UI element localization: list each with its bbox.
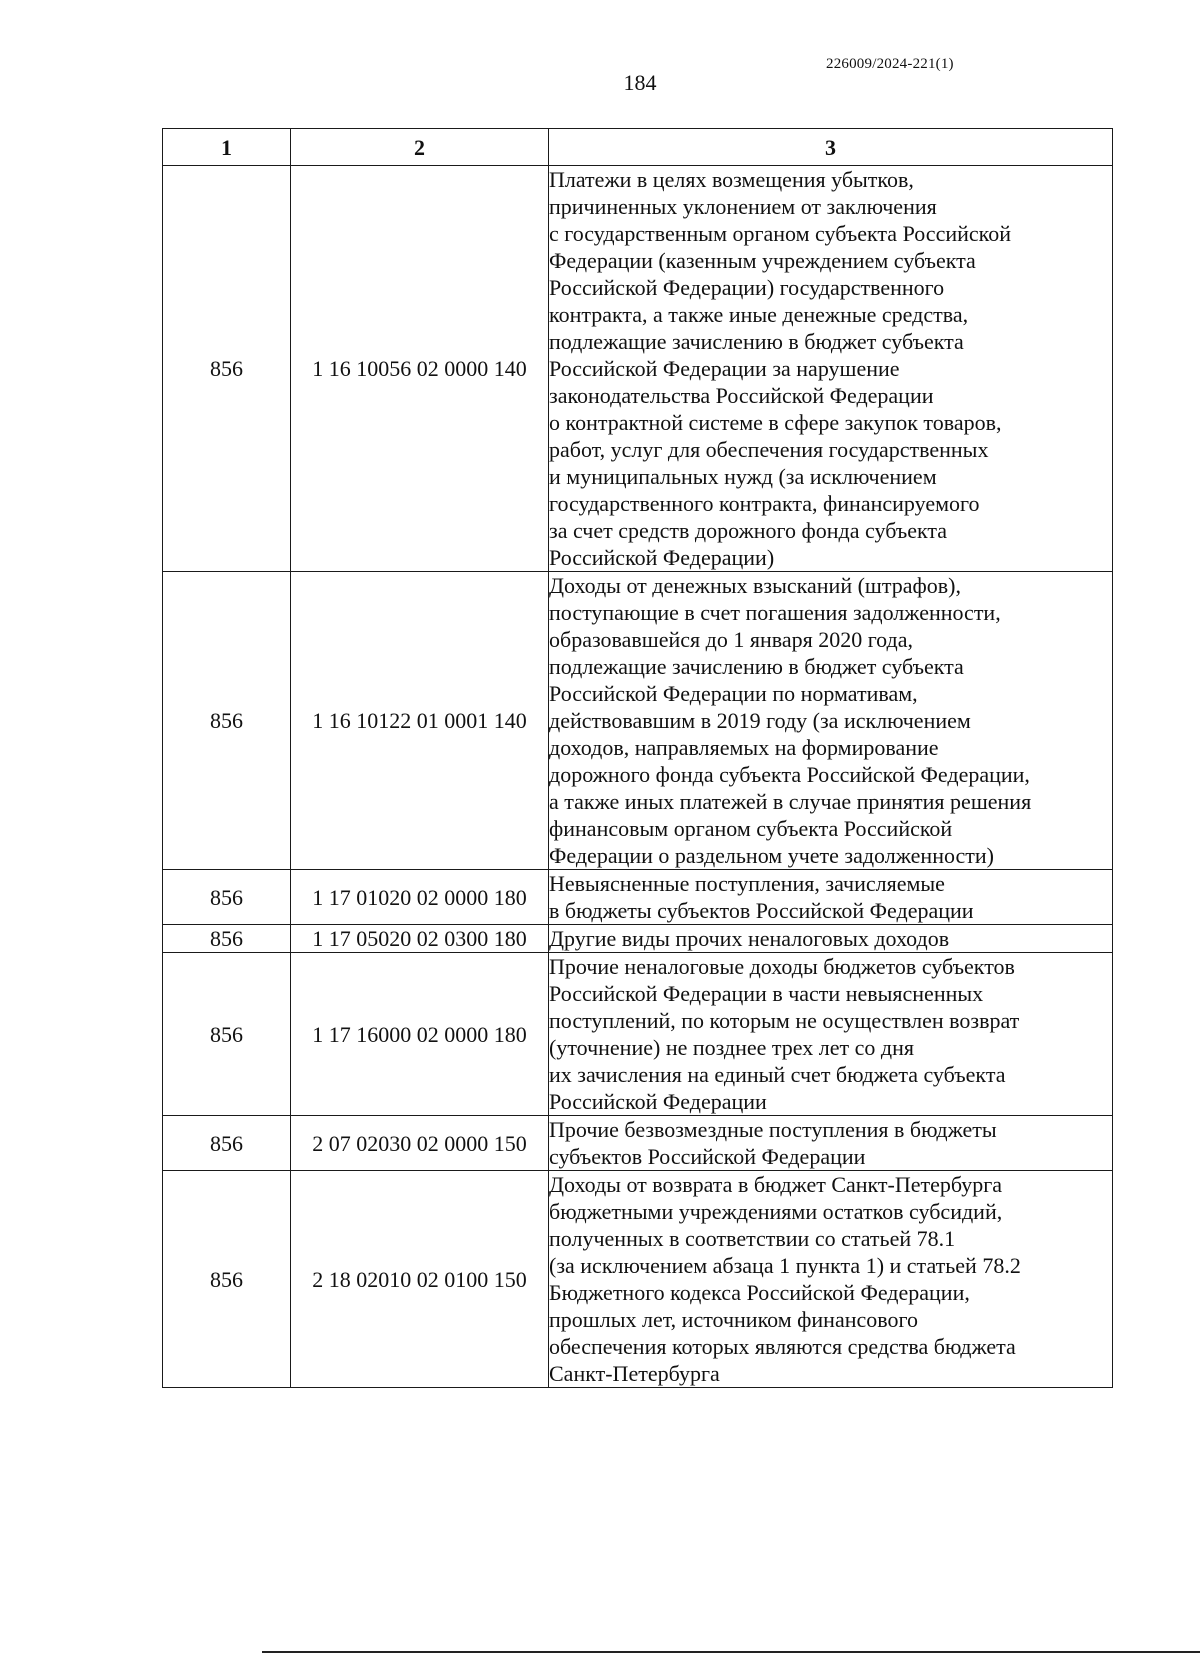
description-line: прошлых лет, источником финансового [549, 1307, 918, 1332]
description-line: Санкт-Петербурга [549, 1361, 720, 1386]
description-line: Другие виды прочих неналоговых доходов [549, 926, 950, 951]
column-header-2: 2 [291, 129, 549, 166]
table-header-row [163, 129, 1113, 166]
description-line: о контрактной системе в сфере закупок товаров, [549, 410, 1002, 435]
description-cell [549, 953, 1113, 1116]
description-line: Платежи в целях возмещения убытков, [549, 167, 914, 192]
description-line: (за исключением абзаца 1 пункта 1) и статьей 78.2 [549, 1253, 1021, 1278]
document-code: 226009/2024-221(1) [826, 56, 954, 72]
description-cell [549, 925, 1113, 953]
description-line: Прочие безвозмездные поступления в бюджеты [549, 1117, 997, 1142]
table-row [163, 953, 1113, 1116]
description-line: Российской Федерации в части невыясненных [549, 981, 984, 1006]
description-line: Доходы от возврата в бюджет Санкт-Петербурга [549, 1172, 1003, 1197]
scan-bottom-edge [262, 1651, 1200, 1653]
description-line: Российской Федерации [549, 1089, 767, 1114]
admin-code-cell: 856 [163, 166, 291, 572]
table-row [163, 1171, 1113, 1388]
revenue-code-cell: 2 07 02030 02 0000 150 [291, 1116, 549, 1171]
revenue-code-cell: 1 16 10122 01 0001 140 [291, 572, 549, 870]
table-row [163, 572, 1113, 870]
description-line: и муниципальных нужд (за исключением [549, 464, 937, 489]
description-line: за счет средств дорожного фонда субъекта [549, 518, 948, 543]
description-cell [549, 870, 1113, 925]
admin-code-cell: 856 [163, 953, 291, 1116]
revenue-code-cell: 1 17 01020 02 0000 180 [291, 870, 549, 925]
column-header-1: 1 [163, 129, 291, 166]
description-line: Доходы от денежных взысканий (штрафов), [549, 573, 961, 598]
description-line: Прочие неналоговые доходы бюджетов субъектов [549, 954, 1015, 979]
table-row [163, 925, 1113, 953]
description-line: бюджетными учреждениями остатков субсидий, [549, 1199, 1003, 1224]
description-line: государственного контракта, финансируемого [549, 491, 980, 516]
table-row [163, 1116, 1113, 1171]
admin-code-cell: 856 [163, 1116, 291, 1171]
admin-code-cell: 856 [163, 870, 291, 925]
description-line: законодательства Российской Федерации [549, 383, 934, 408]
table-row [163, 870, 1113, 925]
description-line: дорожного фонда субъекта Российской Федерации, [549, 762, 1030, 787]
description-cell [549, 1171, 1113, 1388]
revenue-code-cell: 1 17 05020 02 0300 180 [291, 925, 549, 953]
revenue-code-cell: 2 18 02010 02 0100 150 [291, 1171, 549, 1388]
description-line: Бюджетного кодекса Российской Федерации, [549, 1280, 970, 1305]
description-line: обеспечения которых являются средства бюджета [549, 1334, 1016, 1359]
description-line: действовавшим в 2019 году (за исключением [549, 708, 971, 733]
page-number: 184 [623, 70, 657, 95]
description-line: поступающие в счет погашения задолженности, [549, 600, 1001, 625]
admin-code-cell: 856 [163, 1171, 291, 1388]
description-line: Российской Федерации по нормативам, [549, 681, 918, 706]
description-line: в бюджеты субъектов Российской Федерации [549, 898, 974, 923]
description-line: с государственным органом субъекта Российской [549, 221, 1011, 246]
description-line: Федерации о раздельном учете задолженности) [549, 843, 994, 868]
description-line: образовавшейся до 1 января 2020 года, [549, 627, 913, 652]
description-line: а также иных платежей в случае принятия решения [549, 789, 1032, 814]
revenue-code-cell: 1 16 10056 02 0000 140 [291, 166, 549, 572]
description-line: их зачисления на единый счет бюджета субъекта [549, 1062, 1006, 1087]
description-line: (уточнение) не позднее трех лет со дня [549, 1035, 914, 1060]
description-line: Российской Федерации) государственного [549, 275, 945, 300]
description-line: субъектов Российской Федерации [549, 1144, 866, 1169]
table-body [163, 166, 1113, 1388]
revenue-code-cell: 1 17 16000 02 0000 180 [291, 953, 549, 1116]
description-line: полученных в соответствии со статьей 78.1 [549, 1226, 956, 1251]
table-row [163, 166, 1113, 572]
description-line: Федерации (казенным учреждением субъекта [549, 248, 976, 273]
description-line: работ, услуг для обеспечения государственных [549, 437, 989, 462]
description-line: подлежащие зачислению в бюджет субъекта [549, 329, 964, 354]
admin-code-cell: 856 [163, 572, 291, 870]
description-line: контракта, а также иные денежные средства, [549, 302, 969, 327]
description-line: Российской Федерации за нарушение [549, 356, 900, 381]
description-cell [549, 1116, 1113, 1171]
admin-code-cell: 856 [163, 925, 291, 953]
column-header-3: 3 [549, 129, 1113, 166]
description-line: причиненных уклонением от заключения [549, 194, 937, 219]
description-cell [549, 572, 1113, 870]
description-cell [549, 166, 1113, 572]
description-line: Невыясненные поступления, зачисляемые [549, 871, 945, 896]
description-line: подлежащие зачислению в бюджет субъекта [549, 654, 964, 679]
description-line: Российской Федерации) [549, 545, 775, 570]
description-line: поступлений, по которым не осуществлен возврат [549, 1008, 1020, 1033]
description-line: доходов, направляемых на формирование [549, 735, 939, 760]
revenue-codes-table [162, 128, 1113, 1388]
description-line: финансовым органом субъекта Российской [549, 816, 953, 841]
